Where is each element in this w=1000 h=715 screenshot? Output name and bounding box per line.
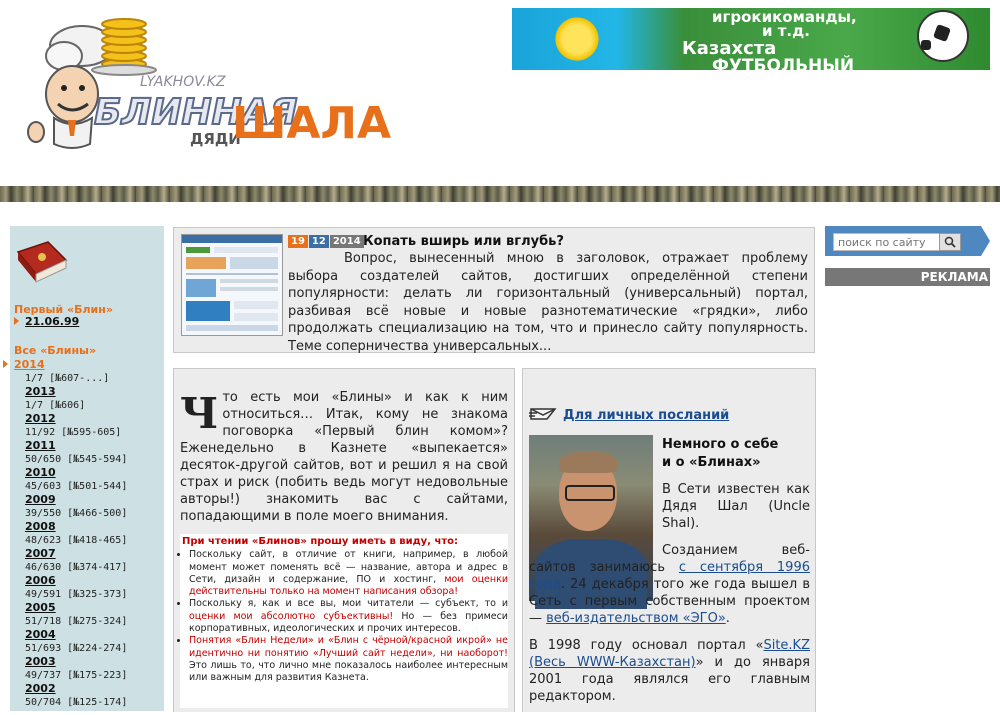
first-pancake-heading: Первый «Блин»	[14, 303, 113, 316]
notes-item-text: Это лишь то, что лично мне показалось наиболее интересным или важным для развития Казнета.	[189, 659, 508, 684]
private-messages-link[interactable]: Для личных посланий	[563, 408, 730, 423]
year-link[interactable]: 2004	[25, 628, 56, 641]
article-thumbnail[interactable]	[181, 234, 283, 336]
banner-line-2: и т.д.	[762, 22, 810, 40]
decorative-photo-strip	[0, 186, 1000, 202]
year-link[interactable]: 2002	[25, 682, 56, 695]
year-link[interactable]: 2007	[25, 547, 56, 560]
soccer-ball-icon	[917, 10, 969, 62]
year-archive-item	[14, 655, 162, 682]
intro-text	[180, 389, 508, 525]
about-text	[529, 481, 810, 715]
about-text-span: Созданием веб-сайтов занимаюсь	[529, 543, 810, 575]
article-date	[288, 235, 365, 248]
book-icon	[14, 238, 68, 284]
year-count: 1/7 [№607-...]	[25, 372, 110, 384]
year-count: 1/7 [№606]	[25, 399, 86, 411]
year-archive-item	[14, 574, 162, 601]
first-pancake-entry	[14, 315, 79, 328]
notes-item	[189, 635, 508, 684]
about-text-span: В 1998 году основал портал «	[529, 638, 764, 653]
about-paragraph-3	[529, 637, 810, 705]
about-text-span: » и до января 2001 года являлся его главным редактором.	[529, 655, 810, 704]
year-archive-item	[14, 466, 162, 493]
featured-article	[173, 227, 815, 353]
reading-notes	[180, 534, 508, 708]
year-archive-item	[14, 385, 162, 412]
svg-text:LYAKHOV.KZ: LYAKHOV.KZ	[140, 74, 226, 90]
year-count: 49/737 [№175-223]	[25, 669, 128, 681]
year-link[interactable]: 2009	[25, 493, 56, 506]
svg-text:ШАЛА: ШАЛА	[232, 98, 392, 149]
year-count: 39/550 [№466-500]	[25, 507, 128, 519]
envelope-icon	[529, 407, 559, 421]
year-archive-item	[14, 520, 162, 547]
year-archive-item	[14, 358, 162, 385]
site-search	[825, 226, 990, 256]
year-count: 51/693 [№224-274]	[25, 642, 128, 654]
search-button[interactable]	[939, 233, 961, 251]
year-count: 50/704 [№125-174]	[25, 696, 128, 708]
photo-hair	[559, 451, 617, 473]
notes-item	[189, 598, 508, 635]
arrow-right-icon	[14, 317, 19, 325]
svg-text:ДЯДИ: ДЯДИ	[190, 130, 241, 148]
year-archive-item	[14, 439, 162, 466]
about-title-line-1: Немного о себе	[662, 437, 779, 452]
about-paragraph-1: В Сети известен как Дядя Шал (Uncle Shal).	[662, 482, 810, 531]
since-1996-link[interactable]: с сентября 1996 года	[529, 560, 810, 592]
banner-line-4: ФУТБОЛЬНЫЙ	[712, 56, 855, 76]
article-title-link[interactable]: Копать вширь или вглубь?	[363, 234, 564, 249]
notes-item-text: Поскольку сайт, в отличие от книги, например, в любой момент может поменять всё — название, автора и адрес в Сети, дизайн и содержание, ПО и хостинг,	[189, 549, 508, 585]
about-title	[662, 436, 778, 472]
left-sidebar	[10, 226, 164, 711]
notes-item-warning: оценки мои абсолютно субъективны!	[189, 610, 394, 622]
year-count: 50/650 [№545-594]	[25, 453, 128, 465]
year-count: 49/591 [№325-373]	[25, 588, 128, 600]
site-kz-link[interactable]: Site.KZ (Весь WWW-Казахстан)	[529, 638, 810, 670]
year-count: 48/623 [№418-465]	[25, 534, 128, 546]
notes-item-warning: Понятия «Блин Недели» и «Блин с чёрной/красной икрой» не идентично ни понятию «Лучший сайт недели», ни наоборот!	[189, 635, 508, 659]
intro-paragraph: то есть мои «Блины» и как к ним относиться… Итак, кому не знакома поговорка «Первый блин комом»? Еженедельно в Казнете «выпекается» десяток-другой сайтов, вот и решил я на свой страх и риск (побить ведь могут недовольные авторы!) знакомить вас с сайтами, попадающими в поле моего внимания.	[180, 390, 508, 524]
site-logo[interactable]	[20, 12, 392, 162]
ad-section-label: РЕКЛАМА	[825, 268, 990, 286]
year-link[interactable]: 2003	[25, 655, 56, 668]
about-paragraph-2	[529, 542, 810, 627]
year-count: 51/718 [№275-324]	[25, 615, 128, 627]
about-text-span: . 24 декабря того же года вышел в Сеть с первым собственным проектом —	[529, 577, 810, 626]
about-text-span: .	[725, 611, 730, 626]
year-count: 45/603 [№501-544]	[25, 480, 128, 492]
private-messages	[529, 407, 729, 423]
about-title-line-2: и о «Блинах»	[662, 455, 761, 470]
ego-publishing-link[interactable]: веб-издательством «ЭГО»	[546, 611, 726, 626]
year-link[interactable]: 2011	[25, 439, 56, 452]
year-archive-list	[14, 358, 162, 709]
year-link[interactable]: 2013	[25, 385, 56, 398]
date-day: 19	[288, 235, 308, 248]
intro-panel	[173, 368, 515, 712]
site-header	[0, 0, 1000, 186]
year-count: 46/630 [№374-417]	[25, 561, 128, 573]
first-pancake-date-link[interactable]: 21.06.99	[25, 315, 80, 328]
date-year: 2014	[330, 235, 364, 248]
notes-heading: При чтении «Блинов» прошу иметь в виду, что:	[182, 536, 458, 547]
about-panel	[522, 368, 816, 712]
notes-item-text: Но — без примеси корпоративных, идеологических и прочих интересов.	[189, 610, 508, 635]
year-archive-item	[14, 601, 162, 628]
arrow-right-icon	[3, 360, 8, 368]
article-excerpt: Вопрос, вынесенный мною в заголовок, отражает проблему выбора создателей сайтов, достигших определённой степени популярности: делать ли горизонтальный (универсальный) портал, разбивая всё новые и новые разнотематические «грядки», либо продолжать специализацию на том, что и принесло сайту популярность. Теме соперничества универсальных...	[288, 251, 808, 354]
year-archive-item	[14, 547, 162, 574]
year-archive-item	[14, 412, 162, 439]
notes-list	[180, 549, 508, 684]
year-archive-item	[14, 682, 162, 709]
svg-text:БЛИННАЯ: БЛИННАЯ	[94, 92, 298, 133]
year-link[interactable]: 2005	[25, 601, 56, 614]
drop-cap: Ч	[180, 389, 219, 438]
year-link[interactable]: 2014	[14, 358, 45, 371]
banner-line-1: игрокикоманды,	[712, 8, 857, 26]
year-link[interactable]: 2012	[25, 412, 56, 425]
year-link[interactable]: 2010	[25, 466, 56, 479]
year-archive-item	[14, 493, 162, 520]
ad-banner[interactable]	[512, 8, 990, 76]
search-icon	[944, 236, 956, 248]
year-link[interactable]: 2008	[25, 520, 56, 533]
year-count: 11/92 [№595-605]	[25, 426, 122, 438]
notes-item-text: Поскольку я, как и все вы, мои читатели — субъект, то и	[189, 598, 508, 610]
search-input[interactable]	[833, 233, 943, 251]
sun-emblem-icon	[552, 14, 602, 64]
notes-item-warning: мои оценки действительны только на момент написания обзора!	[189, 573, 509, 598]
notes-item	[189, 549, 508, 598]
year-archive-item	[14, 628, 162, 655]
year-link[interactable]: 2006	[25, 574, 56, 587]
all-pancakes-heading: Все «Блины»	[14, 344, 97, 357]
banner-line-3: Казахста	[682, 38, 777, 59]
date-month: 12	[309, 235, 329, 248]
